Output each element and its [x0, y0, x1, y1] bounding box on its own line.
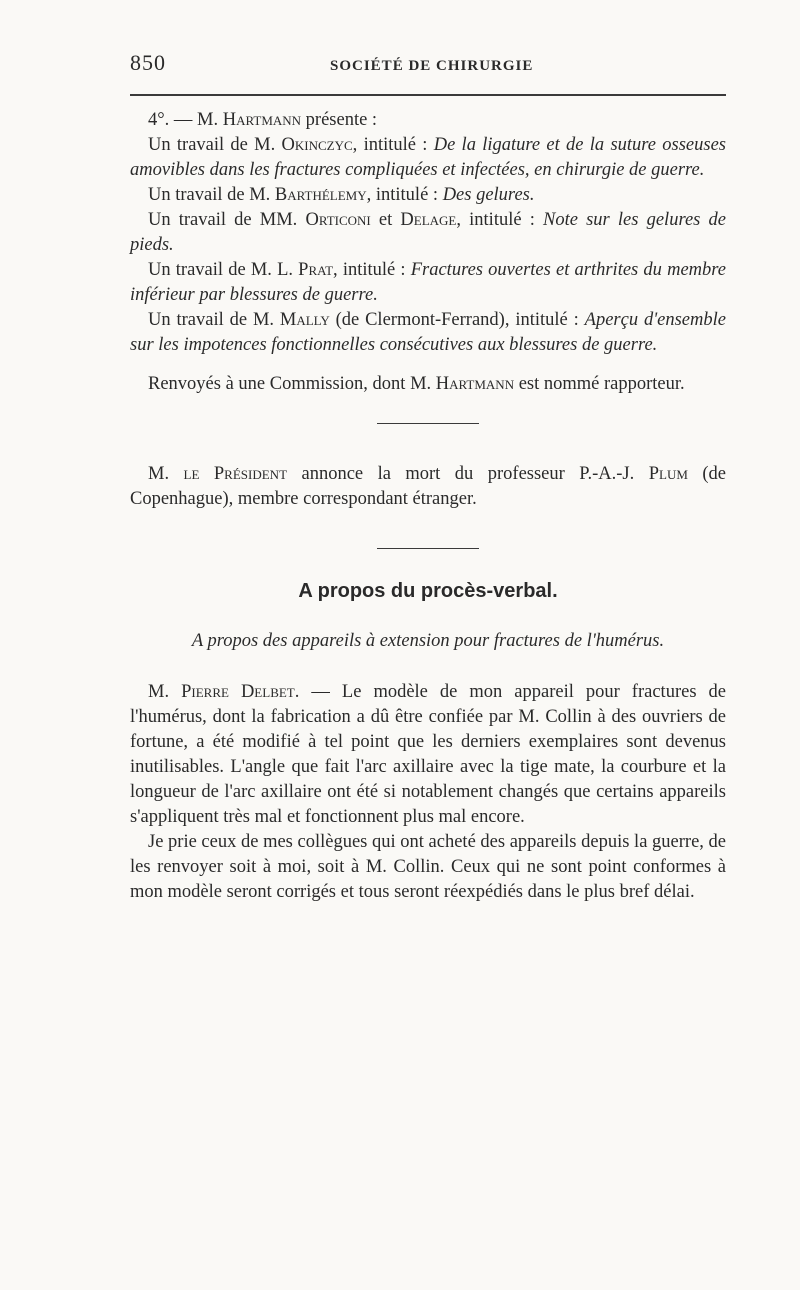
presentation-intro: 4°. — M. Hartmann présente :: [148, 110, 378, 130]
author-hartmann: Hartmann: [222, 110, 302, 130]
work-item-prat: Un travail de M. L. Prat, intitulé : Fractures ouvertes et arthrites du membre inférieur par blessures de guerre.: [130, 260, 726, 305]
work-item-okinczyc: Un travail de M. Okinczyc, intitulé : De la ligature et de la suture osseuses amovibles dans les fractures compliquées et infectées, en chirurgie de guerre.: [130, 135, 727, 180]
work-item-mally: Un travail de M. Mally (de Clermont-Ferrand), intitulé : Aperçu d'ensemble sur les impotences fonctionnelles consécutives aux blessures de guerre.: [130, 310, 726, 355]
separator-rule: [377, 423, 479, 424]
section-title: A propos du procès-verbal.: [298, 580, 558, 602]
work-title: Fractures ouvertes et arthrites du membre inférieur par blessures de guerre.: [130, 260, 726, 305]
delbet-paragraph-2: Je prie ceux de mes collègues qui ont acheté des appareils depuis la guerre, de les renvoyer soit à moi, soit à M. Collin. Ceux qui ne sont point conformes à mon modèle seront corrigés et tous seront réexpédiés dans le plus bref délai.: [130, 832, 726, 902]
work-title: Aperçu d'ensemble sur les impotences fonctionnelles consécutives aux blessures de guerre.: [130, 310, 726, 355]
work-title: Des gelures.: [442, 185, 535, 205]
page-header: [130, 50, 726, 90]
delbet-paragraph-1: M. Pierre Delbet. — Le modèle de mon appareil pour fractures de l'humérus, dont la fabrication a dû être confiée par M. Collin à des ouvriers de fortune, a été modifié à tel point que les derniers exemplaires sont devenus inutilisables. L'angle que fait l'arc axillaire avec la tige mate, la courbure et la longueur de l'arc axillaire ont été si notablement changés que certains appareils s'appliquent très mal et fonctionnent plus mal encore.: [130, 682, 726, 827]
speaker-name: M. Pierre Delbet.: [148, 682, 300, 702]
announcement-paragraph: M. le Président annonce la mort du professeur P.-A.-J. Plum (de Copenhague), membre correspondant étranger.: [130, 464, 726, 509]
section-subtitle: A propos des appareils à extension pour fractures de l'humérus.: [191, 631, 665, 651]
document-page: [130, 50, 726, 905]
work-item-barthelemy: Un travail de M. Barthélemy, intitulé : Des gelures.: [148, 185, 535, 205]
work-title: De la ligature et de la suture osseuses amovibles dans les fractures compliquées et infectées, en chirurgie de guerre.: [130, 135, 727, 180]
work-item-orticoni-delage: Un travail de MM. Orticoni et Delage, intitulé : Note sur les gelures de pieds.: [130, 210, 726, 255]
work-title: Note sur les gelures de pieds.: [130, 210, 726, 255]
running-head: SOCIÉTÉ DE CHIRURGIE: [330, 58, 534, 74]
referral-paragraph: Renvoyés à une Commission, dont M. Hartmann est nommé rapporteur.: [148, 374, 685, 394]
page-number: 850: [130, 50, 166, 75]
separator-rule: [377, 548, 479, 549]
header-rule: [130, 94, 726, 96]
